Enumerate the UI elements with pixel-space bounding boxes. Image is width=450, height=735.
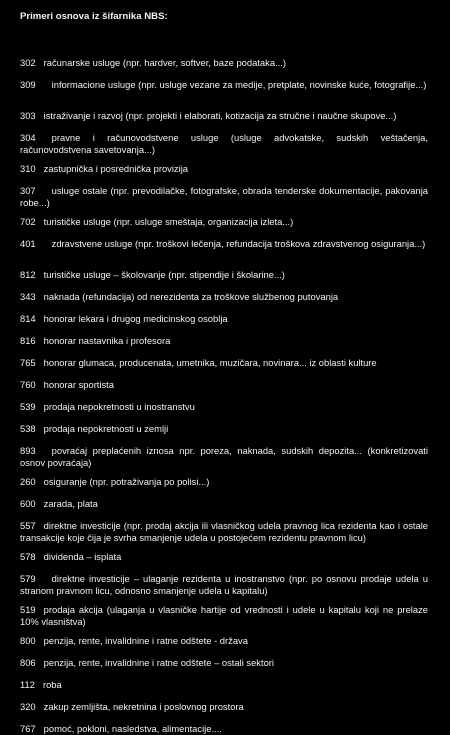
entry-text: prodaja akcija (ulaganja u vlasničke hartije od vrednosti i udele u kapitalu koji ne prelaze 10% vlasništva): [20, 604, 428, 628]
entry-text: honorar sportista: [43, 379, 115, 390]
list-item: [20, 573, 428, 598]
entry-text: računarske usluge (npr. hardver, softver, baze podataka...): [43, 57, 286, 68]
entry-text: pomoć, pokloni, nasledstva, alimentacije....: [43, 723, 222, 734]
entry-text: turističke usluge – školovanje (npr. stipendije i školarine...): [43, 269, 285, 280]
entry-text: direktne investicije – ulaganje rezidenta u inostranstvo (npr. po osnovu prodaje udela u stranom pravnom licu, odnosno smanjenje udela u kapitalu): [20, 573, 428, 597]
entry-text: penzija, rente, invalidnine i ratne odštete - država: [43, 635, 248, 646]
entry-code: 893: [20, 445, 36, 456]
entry-code: 600: [20, 498, 36, 509]
entry-code: 310: [20, 163, 36, 174]
entry-text: osiguranje (npr. potraživanja po polisi...): [43, 476, 210, 487]
list-item: [20, 520, 428, 545]
entry-code: 320: [20, 701, 36, 712]
list-item: [20, 57, 428, 69]
list-item: [20, 476, 428, 488]
list-item: [20, 604, 428, 629]
list-item: [20, 657, 428, 669]
entry-text: prodaja nepokretnosti u inostranstvu: [43, 401, 195, 412]
entry-text: roba: [42, 679, 62, 690]
list-item: [20, 635, 428, 647]
entry-code: 557: [20, 520, 36, 531]
entry-text: povraćaj preplaćenih iznosa npr. poreza, naknada, sudskih depozita... (konkretizovati osnov povraćaja): [20, 445, 428, 469]
page-title: Primeri osnova iz šifarnika NBS:: [20, 11, 168, 22]
entry-text: istraživanje i razvoj (npr. projekti i elaborati, kotizacija za stručne i naučne skupove...): [43, 110, 397, 121]
list-item: [20, 445, 428, 470]
list-item: [20, 79, 428, 91]
list-item: [20, 110, 428, 122]
list-item: [20, 401, 428, 413]
list-item: [20, 723, 428, 735]
list-item: [20, 379, 428, 391]
list-item: [20, 701, 428, 713]
entry-code: 578: [20, 551, 36, 562]
list-item: [20, 132, 428, 157]
entry-code: 816: [20, 335, 36, 346]
entry-code: 401: [20, 238, 36, 249]
list-item: [20, 185, 428, 210]
entry-code: 112: [20, 679, 35, 690]
list-item: [20, 335, 428, 347]
entry-text: honorar lekara i drugog medicinskog osoblja: [43, 313, 228, 324]
list-item: [20, 498, 428, 510]
list-item: [20, 269, 428, 281]
list-item: [20, 679, 428, 691]
entry-text: zarada, plata: [43, 498, 98, 509]
entry-code: 519: [20, 604, 36, 615]
entry-text: honorar glumaca, producenata, umetnika, muzičara, novinara... iz oblasti kulture: [43, 357, 377, 368]
entry-code: 806: [20, 657, 36, 668]
entry-code: 303: [20, 110, 36, 121]
entry-code: 538: [20, 423, 36, 434]
entry-code: 304: [20, 132, 36, 143]
entry-text: zakup zemljišta, nekretnina i poslovnog prostora: [43, 701, 244, 712]
entry-text: pravne i računovodstvene usluge (usluge advokatske, sudskih veštačenja, računovodstvena savetovanja...): [20, 132, 428, 156]
entry-text: penzija, rente, invalidnine i ratne odštete – ostali sektori: [43, 657, 274, 668]
entry-text: honorar nastavnika i profesora: [43, 335, 171, 346]
list-item: [20, 357, 428, 369]
entry-code: 343: [20, 291, 36, 302]
entry-text: informacione usluge (npr. usluge vezane za medije, pretplate, novinske kuće, fotografije...): [51, 79, 427, 90]
entry-code: 302: [20, 57, 36, 68]
entry-code: 814: [20, 313, 36, 324]
list-item: [20, 163, 428, 175]
list-item: [20, 238, 428, 250]
entry-code: 800: [20, 635, 36, 646]
entry-text: direktne investicije (npr. prodaj akcija ili vlasničkog udela pravnog lica rezidenta kao i ostale transakcije koje čija je svrha smanjenje udela u postojećem rezidentu pravnom licu): [20, 520, 428, 544]
list-item: [20, 551, 428, 563]
list-item: [20, 291, 428, 303]
list-item: [20, 313, 428, 325]
entry-text: usluge ostale (npr. prevodilačke, fotografske, obrada tenderske dokumentacije, pakovanja robe...): [20, 185, 428, 209]
entry-code: 767: [20, 723, 36, 734]
entry-text: zdravstvene usluge (npr. troškovi lečenja, refundacija troškova zdravstvenog osiguranja...): [51, 238, 426, 249]
list-item: [20, 216, 428, 228]
entry-code: 579: [20, 573, 36, 584]
entry-text: dividenda – isplata: [43, 551, 122, 562]
entry-code: 307: [20, 185, 36, 196]
entry-code: 760: [20, 379, 36, 390]
entry-code: 260: [20, 476, 36, 487]
entry-code: 765: [20, 357, 36, 368]
entry-text: naknada (refundacija) od nerezidenta za troškove službenog putovanja: [43, 291, 339, 302]
entry-code: 812: [20, 269, 36, 280]
list-item: [20, 423, 428, 435]
entry-text: turističke usluge (npr. usluge smeštaja, organizacija izleta...): [43, 216, 294, 227]
entry-code: 539: [20, 401, 36, 412]
entry-text: zastupnička i posrednička provizija: [43, 163, 188, 174]
entry-code: 702: [20, 216, 36, 227]
entry-text: prodaja nepokretnosti u zemlji: [43, 423, 169, 434]
entry-code: 309: [20, 79, 36, 90]
